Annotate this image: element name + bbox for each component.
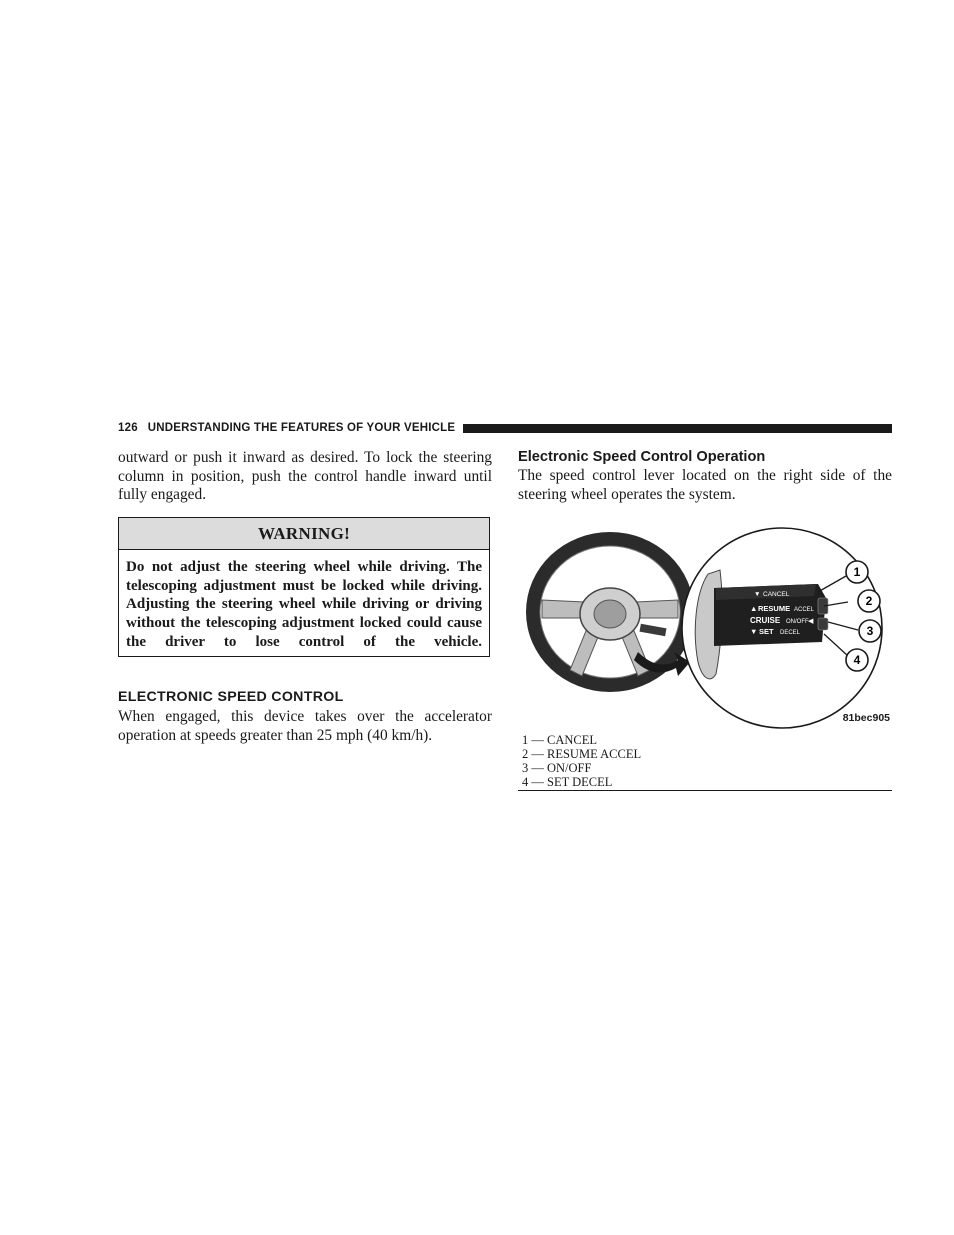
callout-3-label: 3 xyxy=(866,624,874,638)
page-header xyxy=(118,419,892,437)
svg-text:▼: ▼ xyxy=(750,627,758,636)
figure-id: 81bec905 xyxy=(842,712,890,724)
legend-rule xyxy=(518,790,892,791)
page-number: 126 xyxy=(118,422,138,434)
intro-paragraph: outward or push it inward as desired. To lock the steering column in position, push the control handle inward until fully engaged. xyxy=(118,449,492,504)
esc-heading: ELECTRONIC SPEED CONTROL xyxy=(118,689,344,705)
operation-heading: Electronic Speed Control Operation xyxy=(518,449,766,465)
lever-decel-label: DECEL xyxy=(780,630,801,636)
lever-onoff-label: ON/OFF xyxy=(786,619,809,625)
section-title: UNDERSTANDING THE FEATURES OF YOUR VEHICLE xyxy=(147,422,456,434)
legend-item: 4 — SET DECEL xyxy=(522,775,613,789)
legend-item: 2 — RESUME ACCEL xyxy=(522,747,642,761)
legend-item: 1 — CANCEL xyxy=(522,733,597,747)
operation-paragraph: The speed control lever located on the right side of the steering wheel operates the system. xyxy=(518,467,892,503)
svg-text:▲: ▲ xyxy=(750,604,758,613)
svg-text:◀: ◀ xyxy=(808,618,814,625)
svg-text:▼: ▼ xyxy=(754,591,761,598)
callout-1-label: 1 xyxy=(853,565,861,579)
warning-box xyxy=(118,517,490,657)
callout-2-label: 2 xyxy=(865,594,873,608)
legend-item: 3 — ON/OFF xyxy=(522,761,592,775)
callout-4-label: 4 xyxy=(853,653,861,667)
warning-body: Do not adjust the steering wheel while driving. The telescoping adjustment must be locked while driving. Adjusting the steering wheel while driving or driving without the telescoping adjustment locked could cause the driver to lose control of the vehicle. xyxy=(126,559,482,650)
header-rule xyxy=(463,424,892,433)
lever-resume-label: RESUME xyxy=(758,604,791,613)
speed-control-figure xyxy=(518,522,892,730)
figure-legend xyxy=(522,733,892,789)
lever-accel-label: ACCEL xyxy=(794,607,815,613)
lever-cancel-label: CANCEL xyxy=(763,591,790,598)
warning-title: WARNING! xyxy=(119,518,489,550)
lever-set-label: SET xyxy=(759,627,774,636)
esc-paragraph: When engaged, this device takes over the accelerator operation at speeds greater than 25 mph (40 km/h). xyxy=(118,708,492,744)
lever-cruise-label: CRUISE xyxy=(750,616,781,625)
